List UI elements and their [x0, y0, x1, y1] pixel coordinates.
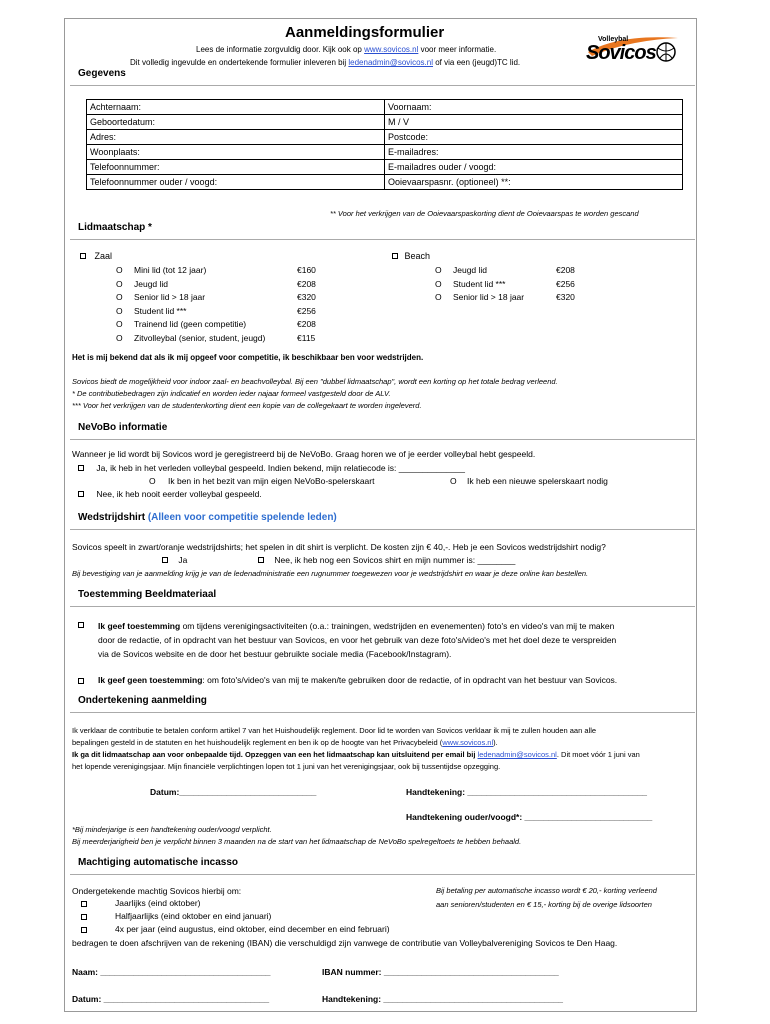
- section-title: Ondertekening aanmelding: [78, 695, 207, 706]
- beach-label: Beach: [404, 251, 431, 261]
- beeld-no-text: [98, 675, 617, 685]
- zaal-checkbox[interactable]: [80, 253, 86, 259]
- membership-option-price: €208: [556, 265, 575, 275]
- section-title: NeVoBo informatie: [78, 422, 168, 433]
- section-title-text: Lidmaatschap: [78, 222, 146, 233]
- membership-option-label: Senior lid > 18 jaar: [453, 292, 525, 302]
- radio-bullet[interactable]: O: [116, 265, 123, 275]
- page-title: Aanmeldingsformulier: [285, 24, 445, 41]
- iban-field[interactable]: IBAN nummer: _____________________________________: [322, 967, 559, 977]
- ooievaarspas-footnote: ** Voor het verkrijgen van de Ooievaarspaskorting dient de Ooievaarspas te worden gescand: [330, 209, 639, 218]
- ondertekening-line3: [72, 750, 640, 759]
- incasso-datum-field[interactable]: Datum: ___________________________________: [72, 994, 270, 1004]
- datum-field[interactable]: Datum:_____________________________: [150, 787, 317, 797]
- nevobo-nee-label: Nee, ik heb nooit eerder volleybal gespeeld.: [96, 489, 262, 499]
- shirt-text: Sovicos speelt in zwart/oranje wedstrijdshirts; het spelen in dit shirt is verplicht. De kosten zijn € 40,-. Heb je een Sovicos wedstrijdshirt nodig?: [72, 542, 606, 552]
- intro-line-1: [196, 45, 496, 54]
- personal-data-field[interactable]: Telefoonnummer:: [87, 160, 385, 175]
- radio-bullet[interactable]: O: [116, 292, 123, 302]
- shirt-note: Bij bevestiging van je aanmelding krijg je van de ledenadministratie een rugnummer toegewezen voor je wedstrijdshirt en waar je deze online kan bestellen.: [72, 569, 589, 578]
- opzeg-email-link[interactable]: ledenadmin@sovicos.nl: [477, 750, 557, 759]
- membership-option-price: €208: [297, 319, 316, 329]
- membership-option-price: €256: [556, 278, 575, 289]
- membership-option-label: Mini lid (tot 12 jaar): [134, 265, 207, 275]
- beeld-no-rest: : om foto's/video's van mij te maken/te gebruiken door de redactie, of in opdracht van het bestuur van Sovicos.: [202, 675, 618, 685]
- shirt-option-ja[interactable]: [162, 555, 187, 565]
- zaal-label: Zaal: [94, 251, 113, 261]
- section-title: Gegevens: [78, 68, 126, 79]
- personal-data-field[interactable]: Adres:: [87, 130, 385, 145]
- membership-option-price: €208: [297, 278, 316, 289]
- beeld-yes-line1: om tijdens verenigingsactiviteiten (o.a.: trainingen, wedstrijden en evenementen) foto's en video's van mij te maken: [182, 621, 615, 631]
- studentenkorting-note: *** Voor het verkrijgen van de studentenkorting dient een kopie van de collegekaart te worden ingeleverd.: [72, 401, 422, 410]
- beach-checkbox-row[interactable]: [392, 251, 430, 261]
- membership-option-price: €115: [297, 332, 316, 343]
- incasso-bottom-text: bedragen te doen afschrijven van de rekening (IBAN) die verschuldigd zijn vanwege de contributie van Volleybalvereniging Sovicos te Den Haag.: [72, 938, 618, 948]
- nevobo-sub2-label: Ik heb een nieuwe spelerskaart nodig: [467, 476, 608, 486]
- section-shirt: [70, 510, 695, 530]
- ondertekening-line1: Ik verklaar de contributie te betalen conform artikel 7 van het Huishoudelijk reglement. Door lid te worden van Sovicos verklaar ik mij te zullen houden aan alle: [72, 726, 597, 735]
- personal-data-field[interactable]: E-mailadres ouder / voogd:: [385, 160, 683, 175]
- logo-big-text: Sovicos: [586, 42, 656, 64]
- incasso-handtekening-field[interactable]: Handtekening: ______________________________________: [322, 994, 564, 1004]
- beeld-yes-checkbox[interactable]: [78, 622, 84, 628]
- section-title: Toestemming Beeldmateriaal: [78, 589, 217, 600]
- personal-data-field[interactable]: Ooievaarspasnr. (optioneel) **:: [385, 175, 683, 190]
- opzeg-rest: . Dit moet vóór 1 juni van: [556, 750, 640, 759]
- nevobo-ja-label: Ja, ik heb in het verleden volleybal gespeeld. Indien bekend, mijn relatiecode is: ______________: [96, 463, 465, 473]
- personal-data-row: [87, 100, 683, 115]
- membership-option-label: Zitvolleybal (senior, student, jeugd): [134, 332, 266, 343]
- privacy-link[interactable]: www.sovicos.nl: [442, 738, 494, 747]
- nevobo-option-ja[interactable]: [78, 463, 465, 473]
- radio-bullet[interactable]: O: [435, 278, 442, 289]
- membership-option-label: Jeugd lid: [134, 278, 169, 289]
- section-nevobo: [70, 420, 695, 440]
- membership-option-price: €160: [297, 265, 316, 275]
- ondertekening-line2: [72, 738, 498, 747]
- incasso-checkbox[interactable]: [81, 927, 87, 933]
- handtekening-ouder-field[interactable]: Handtekening ouder/voogd*: ___________________________: [406, 812, 653, 822]
- section-title-star: *: [148, 222, 152, 233]
- incasso-option-label: 4x per jaar (eind augustus, eind oktober, eind december en eind februari): [115, 924, 390, 934]
- personal-data-field[interactable]: Achternaam:: [87, 100, 385, 115]
- radio-bullet[interactable]: O: [116, 278, 123, 289]
- radio-bullet[interactable]: O: [435, 292, 442, 302]
- ondertekening-line2-end: ).: [493, 738, 498, 747]
- minderjarig-note: *Bij minderjarige is een handtekening ouder/voogd verplicht.: [72, 825, 272, 834]
- beeld-yes-bold: Ik geef toestemming: [98, 621, 181, 631]
- incasso-checkbox[interactable]: [81, 914, 87, 920]
- membership-option-price: €256: [297, 305, 316, 316]
- nevobo-sub1-label: Ik ben in het bezit van mijn eigen NeVoBo-spelerskaart: [168, 476, 375, 486]
- personal-data-field[interactable]: M / V: [385, 115, 683, 130]
- contributie-note: * De contributiebedragen zijn indicatief en worden ieder najaar formeel vastgesteld door de ALV.: [72, 389, 391, 398]
- incasso-option-label: Jaarlijks (eind oktober): [115, 898, 201, 908]
- section-title-text: Wedstrijdshirt: [78, 512, 146, 523]
- radio-bullet[interactable]: O: [435, 265, 442, 275]
- membership-option-price: €320: [297, 292, 316, 302]
- radio-bullet[interactable]: O: [450, 476, 457, 486]
- beeld-yes-text: [98, 619, 616, 661]
- section-beeldmateriaal: [70, 587, 695, 607]
- nevobo-ja-checkbox[interactable]: [78, 465, 84, 471]
- incasso-checkbox[interactable]: [81, 901, 87, 907]
- sovicos-logo: [580, 32, 690, 68]
- opzeg-bold: Ik ga dit lidmaatschap aan voor onbepaalde tijd. Opzeggen van een het lidmaatschap kan uitsluitend per email bij: [72, 750, 476, 759]
- shirt-nee-checkbox[interactable]: [258, 557, 264, 563]
- section-title-extra: (Alleen voor competitie spelende leden): [147, 512, 337, 523]
- nevobo-sub-option-2[interactable]: [450, 476, 608, 486]
- zaal-checkbox-row[interactable]: [80, 251, 112, 261]
- personal-data-row: [87, 115, 683, 130]
- ondertekening-line2-text: bepalingen gesteld in de statuten en het huishoudelijk reglement en ben ik op de hoogte van het Privacybeleid (: [72, 738, 443, 747]
- naam-field[interactable]: Naam: ____________________________________: [72, 967, 271, 977]
- section-gegevens: [70, 66, 695, 86]
- nevobo-intro: Wanneer je lid wordt bij Sovicos word je geregistreerd bij de NeVoBo. Graag horen we of je eerder volleybal hebt gespeeld.: [72, 449, 536, 459]
- shirt-option-nee[interactable]: [258, 555, 515, 565]
- membership-option-label: Trainend lid (geen competitie): [134, 319, 247, 329]
- incasso-korting-note-2: aan senioren/studenten en € 15,- korting bij de overige lidsoorten: [436, 900, 652, 909]
- shirt-nee-label: Nee, ik heb nog een Sovicos shirt en mijn nummer is: ________: [274, 555, 516, 565]
- radio-bullet[interactable]: O: [116, 332, 123, 343]
- section-title: Machtiging automatische incasso: [78, 857, 239, 868]
- personal-data-row: [87, 175, 683, 190]
- intro-text: of via een (jeugd)TC lid.: [435, 58, 521, 67]
- meerderjarig-note: Bij meerderjarigheid ben je verplicht binnen 3 maanden na de start van het lidmaatschap de NeVoBo spelregeltoets te hebben behaald.: [72, 837, 522, 846]
- website-link[interactable]: www.sovicos.nl: [364, 45, 419, 54]
- beeld-yes-line3: via de Sovicos website en de door het bestuur gebruikte sociale media (Facebook/Instagram).: [98, 649, 452, 659]
- intro-text: voor meer informatie.: [420, 45, 497, 54]
- beeld-yes-checkbox-wrap[interactable]: [78, 620, 84, 630]
- section-title: [78, 512, 337, 523]
- incasso-korting-note-1: Bij betaling per automatische incasso wordt € 20,- korting verleend: [436, 886, 657, 895]
- personal-data-field[interactable]: Postcode:: [385, 130, 683, 145]
- membership-option-label: Student lid ***: [134, 305, 187, 316]
- personal-data-field[interactable]: Telefoonnummer ouder / voogd:: [87, 175, 385, 190]
- personal-data-row: [87, 145, 683, 160]
- handtekening-field[interactable]: Handtekening: ______________________________________: [406, 787, 648, 797]
- intro-text: Dit volledig ingevulde en ondertekende formulier inleveren bij: [130, 58, 347, 67]
- personal-data-row: [87, 160, 683, 175]
- membership-option-label: Student lid ***: [453, 278, 506, 289]
- shirt-ja-label: Ja: [178, 555, 188, 565]
- intro-text: Lees de informatie zorgvuldig door. Kijk ook op: [196, 45, 362, 54]
- beeld-no-bold: Ik geef geen toestemming: [98, 675, 203, 685]
- dubbel-lid-note: Sovicos biedt de mogelijkheid voor indoor zaal- en beachvolleybal. Bij een "dubbel lidmaatschap", wordt een korting op het totale bedrag verleend.: [72, 377, 558, 386]
- radio-bullet[interactable]: O: [116, 305, 123, 316]
- email-link[interactable]: ledenadmin@sovicos.nl: [348, 58, 433, 67]
- shirt-ja-checkbox[interactable]: [162, 557, 168, 563]
- membership-option-price: €320: [556, 292, 575, 302]
- nevobo-sub-option-1[interactable]: [149, 476, 374, 486]
- section-title: [78, 222, 152, 233]
- personal-data-field[interactable]: Geboortedatum:: [87, 115, 385, 130]
- nevobo-nee-checkbox[interactable]: [78, 491, 84, 497]
- personal-data-field[interactable]: Woonplaats:: [87, 145, 385, 160]
- personal-data-row: [87, 130, 683, 145]
- beeld-no-checkbox[interactable]: [78, 678, 84, 684]
- personal-data-field[interactable]: Voornaam:: [385, 100, 683, 115]
- personal-data-table: [86, 99, 683, 190]
- membership-option-label: Jeugd lid: [453, 265, 488, 275]
- radio-bullet[interactable]: O: [149, 476, 156, 486]
- competitie-statement: Het is mij bekend dat als ik mij opgeef voor competitie, ik beschikbaar ben voor wedstrijden.: [72, 353, 424, 362]
- section-ondertekening: [70, 693, 695, 713]
- nevobo-option-nee[interactable]: [78, 489, 262, 499]
- beeld-no-checkbox-wrap[interactable]: [78, 676, 84, 686]
- ondertekening-line4: het lopende verenigingsjaar. Mijn financiële verplichtingen lopen tot 1 juni van het verenigingsjaar, ook bij tussentijdse opzegging.: [72, 762, 501, 771]
- membership-option-label: Senior lid > 18 jaar: [134, 292, 206, 302]
- section-lidmaatschap: [70, 220, 695, 240]
- beeld-yes-line2: door de redactie, of in opdracht van het bestuur van Sovicos, en voor het gebruik van deze foto's/video's met het doel deze te verspreiden: [98, 635, 617, 645]
- section-incasso: [70, 855, 695, 875]
- logo-small-text: Volleybal: [598, 36, 629, 43]
- radio-bullet[interactable]: O: [116, 319, 123, 329]
- incasso-intro: Ondergetekende machtig Sovicos hierbij om:: [72, 886, 242, 896]
- personal-data-field[interactable]: E-mailadres:: [385, 145, 683, 160]
- incasso-option-label: Halfjaarlijks (eind oktober en eind januari): [115, 911, 272, 921]
- beach-checkbox[interactable]: [392, 253, 398, 259]
